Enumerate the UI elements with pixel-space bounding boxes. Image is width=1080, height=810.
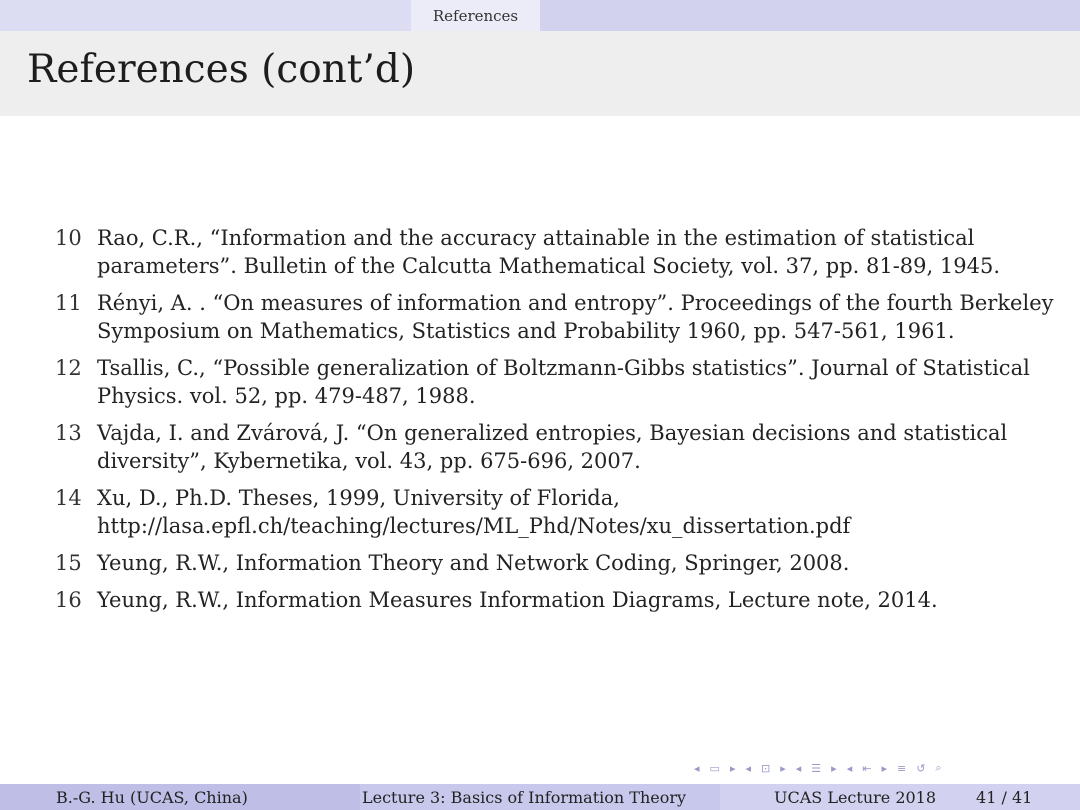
footer-talk-title: Lecture 3: Basics of Information Theory bbox=[360, 784, 720, 810]
reference-text: Tsallis, C., “Possible generalization of Boltzmann-Gibbs statistics”. Journal of Statistical Physics. vol. 52, pp. 479-487, 1988. bbox=[97, 356, 1030, 408]
nav-frame-icon[interactable]: ▭ bbox=[709, 761, 720, 775]
nav-frame-back-icon[interactable]: ◂ bbox=[694, 761, 700, 775]
nav-frame-forward-icon[interactable]: ▸ bbox=[729, 761, 736, 775]
reference-item bbox=[55, 484, 1055, 540]
footer-author: B.-G. Hu (UCAS, China) bbox=[0, 784, 360, 810]
reference-number: 13 bbox=[55, 421, 82, 445]
reference-item bbox=[55, 289, 1055, 345]
nav-zoom-icon[interactable]: ⌕ bbox=[935, 761, 942, 774]
reference-text: Xu, D., Ph.D. Theses, 1999, University of Florida, http://lasa.epfl.ch/teaching/lectures/ML_Phd/Notes/xu_dissertation.pdf bbox=[97, 486, 851, 538]
footer-right bbox=[720, 784, 1080, 810]
reference-item bbox=[55, 354, 1055, 410]
slide-footer bbox=[0, 784, 1080, 810]
nav-document-icon[interactable]: ⇤ bbox=[862, 761, 872, 775]
section-navigation-left bbox=[0, 0, 411, 31]
frame-title: References (cont’d) bbox=[27, 47, 416, 92]
reference-item bbox=[55, 549, 1055, 577]
reference-item bbox=[55, 419, 1055, 475]
nav-document-back-icon[interactable]: ◂ bbox=[846, 761, 853, 775]
reference-text: Yeung, R.W., Information Theory and Network Coding, Springer, 2008. bbox=[97, 551, 850, 575]
reference-text: Vajda, I. and Zvárová, J. “On generalized entropies, Bayesian decisions and statistical diversity”, Kybernetika, vol. 43, pp. 675-696, 2007. bbox=[97, 421, 1008, 473]
reference-item bbox=[55, 586, 1055, 614]
section-navigation-bar bbox=[0, 0, 1080, 31]
nav-subsection-back-icon[interactable]: ◂ bbox=[745, 761, 751, 775]
nav-search-icon[interactable]: ↺ bbox=[916, 761, 926, 775]
nav-document-forward-icon[interactable]: ▸ bbox=[881, 761, 887, 775]
nav-subsection-icon[interactable]: ⊡ bbox=[761, 761, 771, 775]
reference-text: Yeung, R.W., Information Measures Information Diagrams, Lecture note, 2014. bbox=[97, 588, 938, 612]
reference-number: 10 bbox=[55, 226, 82, 250]
footer-event: UCAS Lecture 2018 bbox=[774, 787, 937, 807]
reference-number: 15 bbox=[55, 551, 82, 575]
footer-page-number: 41 / 41 bbox=[976, 787, 1033, 807]
reference-number: 12 bbox=[55, 356, 82, 380]
nav-section-back-icon[interactable]: ◂ bbox=[795, 761, 802, 775]
reference-number: 11 bbox=[55, 291, 82, 315]
nav-subsection-forward-icon[interactable]: ▸ bbox=[780, 761, 786, 775]
reference-text: Rényi, A. . “On measures of information and entropy”. Proceedings of the fourth Berkeley Symposium on Mathematics, Statistics and Probability 1960, pp. 547-561, 1961. bbox=[97, 291, 1054, 343]
nav-section-forward-icon[interactable]: ▸ bbox=[831, 761, 837, 775]
section-navigation-right bbox=[540, 0, 1080, 31]
reference-text: Rao, C.R., “Information and the accuracy attainable in the estimation of statistical parameters”. Bulletin of the Calcutta Mathematical Society, vol. 37, pp. 81-89, 1945. bbox=[97, 226, 1000, 278]
nav-section-icon[interactable]: ☰ bbox=[811, 761, 822, 775]
reference-list bbox=[55, 224, 1055, 623]
section-tab-references[interactable]: References bbox=[411, 0, 540, 31]
beamer-navigation-symbols bbox=[694, 760, 942, 776]
reference-item bbox=[55, 224, 1055, 280]
nav-align-icon[interactable]: ≡ bbox=[896, 761, 907, 775]
reference-number: 16 bbox=[55, 588, 82, 612]
reference-number: 14 bbox=[55, 486, 82, 510]
